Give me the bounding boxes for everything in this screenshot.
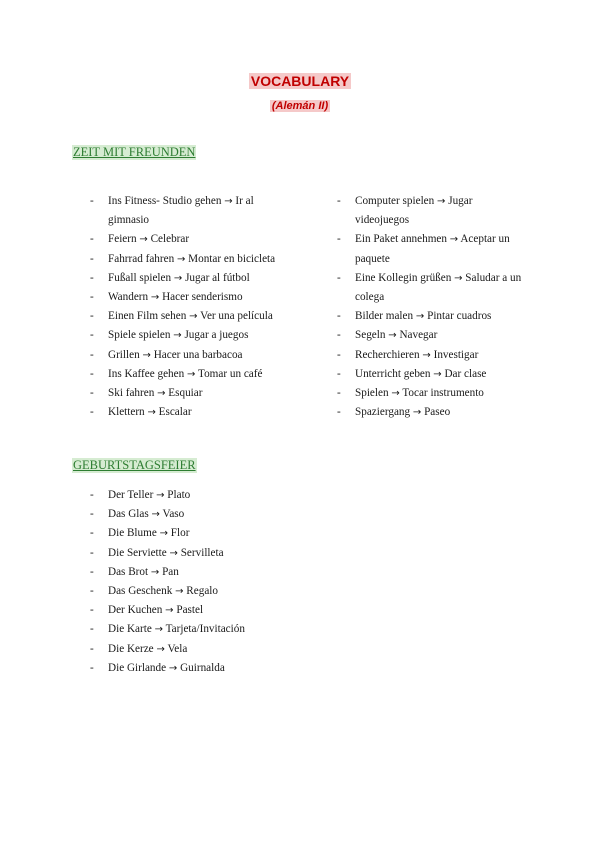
- spanish-translation: Celebrar: [150, 233, 190, 246]
- arrow-icon: →: [415, 311, 425, 323]
- spanish-translation: Escalar: [158, 406, 192, 419]
- spanish-translation: Ver una película: [200, 310, 273, 323]
- german-term: Wandern: [108, 291, 149, 304]
- german-term: Die Girlande: [108, 661, 167, 674]
- vocab-list-geburtstag: [90, 486, 340, 678]
- spanish-translation: Pintar cuadros: [427, 310, 492, 323]
- arrow-icon: →: [168, 662, 178, 674]
- spanish-translation: Navegar: [399, 329, 438, 342]
- german-term: Fahrrad fahren: [108, 252, 175, 265]
- spanish-translation: Regalo: [186, 585, 218, 598]
- vocab-item: [90, 486, 340, 505]
- german-term: Das Geschenk: [108, 585, 173, 598]
- spanish-translation: Vela: [167, 642, 188, 655]
- german-term: Der Kuchen: [108, 604, 163, 617]
- german-term: Ins Kaffee gehen: [108, 367, 185, 380]
- spanish-translation: Ir al gimnasio: [108, 195, 254, 227]
- arrow-icon: →: [176, 253, 186, 265]
- vocab-item: [90, 384, 290, 403]
- vocab-item: [337, 192, 527, 230]
- subtitle-text: (Alemán II): [271, 100, 329, 112]
- spanish-translation: Tomar un café: [198, 367, 263, 380]
- vocab-item: [337, 346, 527, 365]
- vocab-item: [90, 269, 290, 288]
- arrow-icon: →: [437, 196, 446, 207]
- arrow-icon: →: [173, 272, 183, 284]
- spanish-translation: Dar clase: [444, 367, 487, 380]
- arrow-icon: →: [454, 272, 463, 284]
- arrow-icon: →: [139, 234, 148, 246]
- arrow-icon: →: [422, 349, 431, 361]
- german-term: Die Karte: [108, 623, 152, 636]
- vocab-item: [90, 250, 290, 269]
- section-heading-geburtstagsfeier: GEBURTSTAGSFEIER: [73, 458, 196, 472]
- arrow-icon: →: [388, 330, 397, 342]
- arrow-icon: →: [175, 586, 184, 598]
- title-text: VOCABULARY: [250, 73, 350, 89]
- spanish-translation: Hacer una barbacoa: [153, 348, 243, 361]
- vocab-item: [90, 403, 290, 422]
- spanish-translation: Servilleta: [180, 546, 224, 559]
- german-term: Ein Paket annehmen: [355, 233, 447, 246]
- german-term: Die Serviette: [108, 546, 167, 559]
- spanish-translation: Investigar: [433, 348, 479, 361]
- german-term: Ski fahren: [108, 387, 155, 400]
- vocab-item: [90, 230, 290, 249]
- spanish-translation: Tarjeta/Invitación: [165, 623, 245, 636]
- spanish-translation: Plato: [167, 489, 191, 501]
- spanish-translation: Pastel: [176, 604, 204, 617]
- vocab-item: [90, 524, 340, 543]
- vocab-item: [90, 365, 290, 384]
- spanish-translation: Saludar a un colega: [355, 271, 522, 304]
- spanish-translation: Pan: [162, 565, 179, 578]
- vocab-item: [337, 384, 527, 403]
- arrow-icon: →: [150, 292, 160, 304]
- vocab-item: [90, 544, 340, 563]
- spanish-translation: Aceptar un paquete: [355, 233, 510, 265]
- german-term: Eine Kollegin grüßen: [355, 271, 452, 284]
- vocab-item: [90, 505, 340, 524]
- arrow-icon: →: [142, 349, 151, 361]
- vocab-item: [337, 307, 527, 326]
- arrow-icon: →: [151, 509, 160, 521]
- arrow-icon: →: [157, 388, 166, 400]
- arrow-icon: →: [189, 311, 198, 323]
- arrow-icon: →: [147, 407, 156, 419]
- german-term: Die Blume: [108, 527, 157, 540]
- arrow-icon: →: [391, 388, 400, 400]
- vocab-item: [90, 601, 340, 620]
- arrow-icon: →: [159, 528, 168, 540]
- vocab-item: [90, 288, 290, 307]
- german-term: Grillen: [108, 348, 140, 361]
- spanish-translation: Hacer senderismo: [162, 291, 243, 304]
- vocab-item: [337, 326, 527, 345]
- spanish-translation: Guirnalda: [180, 661, 225, 674]
- german-term: Bilder malen: [355, 310, 414, 323]
- spanish-translation: Vaso: [162, 508, 185, 521]
- spanish-translation: Montar en bicicleta: [188, 252, 276, 265]
- spanish-translation: Paseo: [424, 406, 451, 419]
- german-term: Spielen: [355, 387, 389, 400]
- section-heading-zeit-mit-freunden: ZEIT MIT FREUNDEN: [73, 145, 196, 159]
- arrow-icon: →: [169, 547, 178, 559]
- document-subtitle: [0, 96, 600, 114]
- spanish-translation: Jugar al fútbol: [185, 271, 250, 284]
- arrow-icon: →: [412, 407, 422, 419]
- arrow-icon: →: [156, 643, 165, 655]
- german-term: Die Kerze: [108, 642, 154, 655]
- arrow-icon: →: [156, 490, 165, 501]
- vocab-item: [90, 640, 340, 659]
- german-term: Spiele spielen: [108, 329, 171, 342]
- german-term: Klettern: [108, 406, 145, 419]
- german-term: Der Teller: [108, 489, 154, 501]
- spanish-translation: Tocar instrumento: [402, 387, 484, 400]
- spanish-translation: Esquiar: [168, 387, 203, 400]
- arrow-icon: →: [224, 196, 233, 207]
- arrow-icon: →: [165, 605, 174, 617]
- german-term: Das Glas: [108, 508, 149, 521]
- german-term: Das Brot: [108, 565, 149, 578]
- arrow-icon: →: [433, 368, 442, 380]
- german-term: Segeln: [355, 329, 386, 342]
- spanish-translation: Flor: [170, 527, 190, 540]
- arrow-icon: →: [187, 368, 196, 380]
- vocab-item: [337, 230, 527, 268]
- vocab-list-freunde-right: [337, 192, 527, 422]
- german-term: Computer spielen: [355, 195, 435, 207]
- vocab-item: [90, 192, 290, 230]
- vocab-item: [337, 365, 527, 384]
- german-term: Einen Film sehen: [108, 310, 187, 323]
- vocab-item: [337, 269, 527, 307]
- document-title: [0, 73, 600, 91]
- spanish-translation: Jugar videojuegos: [355, 195, 473, 227]
- vocab-item: [90, 346, 290, 365]
- arrow-icon: →: [173, 330, 182, 342]
- vocab-item: [90, 563, 340, 582]
- vocab-item: [90, 307, 290, 326]
- arrow-icon: →: [154, 624, 163, 636]
- german-term: Spaziergang: [355, 406, 411, 419]
- vocab-item: [337, 403, 527, 422]
- vocab-item: [90, 582, 340, 601]
- arrow-icon: →: [150, 566, 160, 578]
- vocab-item: [90, 659, 340, 678]
- vocab-item: [90, 620, 340, 639]
- vocab-item: [90, 326, 290, 345]
- german-term: Fußall spielen: [108, 271, 172, 284]
- german-term: Unterricht geben: [355, 367, 431, 380]
- german-term: Feiern: [108, 233, 137, 246]
- german-term: Recherchieren: [355, 348, 420, 361]
- vocab-list-freunde-left: [90, 192, 290, 422]
- spanish-translation: Jugar a juegos: [184, 329, 249, 342]
- german-term: Ins Fitness- Studio gehen: [108, 195, 222, 207]
- arrow-icon: →: [449, 234, 459, 246]
